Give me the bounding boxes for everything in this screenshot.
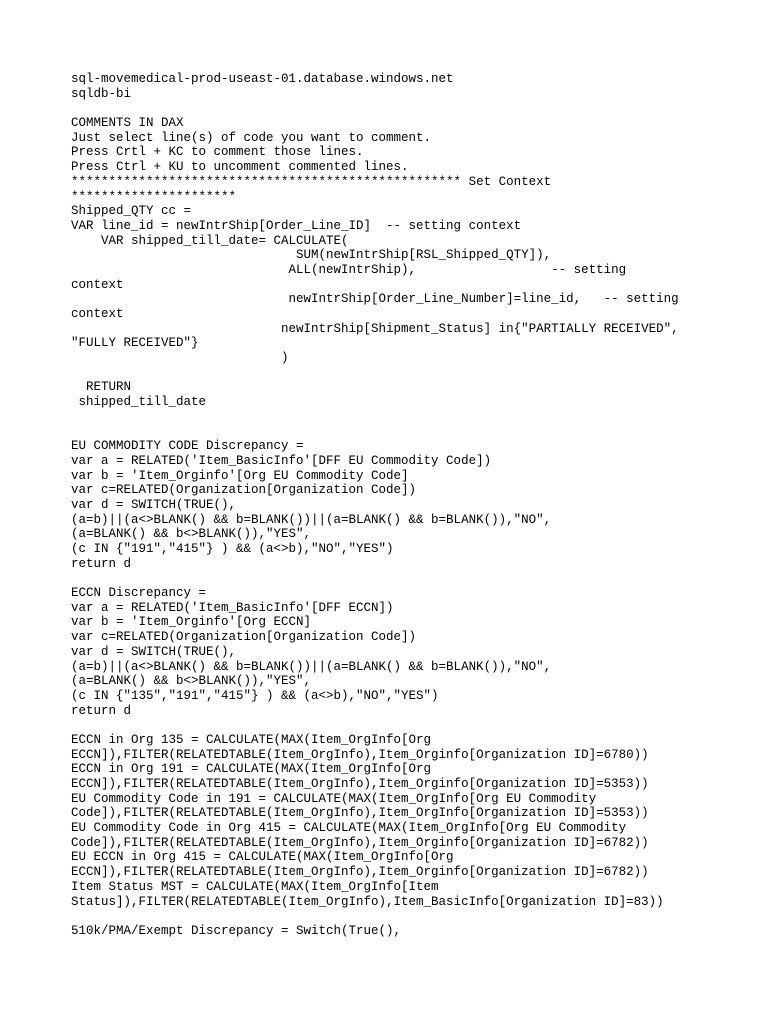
code-line: context	[71, 307, 124, 321]
blank-line	[71, 101, 751, 116]
code-line: Item Status MST = CALCULATE(MAX(Item_OrgInfo[Item	[71, 879, 439, 894]
code-line: ECCN in Org 191 = CALCULATE(MAX(Item_OrgInfo[Org	[71, 762, 432, 777]
blank-line	[71, 425, 751, 440]
code-line: (a=b)||(a<>BLANK() && b=BLANK())||(a=BLANK() && b=BLANK()),"NO",	[71, 512, 552, 527]
code-line: (a=BLANK() && b<>BLANK()),"YES",	[71, 527, 312, 542]
code-line: ECCN Discrepancy =	[71, 586, 207, 601]
code-line: (a=b)||(a<>BLANK() && b=BLANK())||(a=BLANK() && b=BLANK()),"NO",	[71, 659, 552, 674]
code-line: (a=BLANK() && b<>BLANK()),"YES",	[71, 674, 312, 689]
blank-line	[71, 410, 751, 425]
blank-line	[71, 571, 751, 586]
code-line: newIntrShip[Shipment_Status] in{"PARTIALLY RECEIVED",	[71, 321, 679, 336]
code-line: (c IN {"135","191","415"} ) && (a<>b),"NO","YES")	[71, 688, 439, 703]
code-line: var d = SWITCH(TRUE(),	[71, 497, 237, 512]
code-line: Code]),FILTER(RELATEDTABLE(Item_OrgInfo),Item_Orginfo[Organization ID]=6782))	[71, 835, 649, 850]
code-line: var d = SWITCH(TRUE(),	[71, 644, 237, 659]
code-line: Just select line(s) of code you want to comment.	[71, 130, 432, 145]
code-line: ECCN in Org 135 = CALCULATE(MAX(Item_OrgInfo[Org	[71, 732, 432, 747]
code-line: VAR line_id = newIntrShip[Order_Line_ID] -- setting context	[71, 218, 522, 233]
code-line: COMMENTS IN DAX	[71, 116, 184, 131]
code-line: var c=RELATED(Organization[Organization Code])	[71, 483, 417, 498]
code-line: VAR shipped_till_date= CALCULATE(	[71, 233, 349, 248]
code-line: ALL(newIntrShip), -- setting	[71, 262, 627, 277]
code-line: Press Ctrl + KU to uncomment commented lines.	[71, 160, 409, 175]
code-line: var b = 'Item_Orginfo'[Org ECCN]	[71, 615, 312, 630]
code-line: Code]),FILTER(RELATEDTABLE(Item_OrgInfo),Item_OrgInfo[Organization ID]=5353))	[71, 806, 649, 821]
code-line: **************************************************** Set Context	[71, 174, 552, 189]
code-line: var b = 'Item_Orginfo'[Org EU Commodity Code]	[71, 468, 409, 483]
code-line: var c=RELATED(Organization[Organization Code])	[71, 630, 417, 645]
code-line: EU ECCN in Org 415 = CALCULATE(MAX(Item_OrgInfo[Org	[71, 850, 454, 865]
code-line: EU Commodity Code in Org 415 = CALCULATE(MAX(Item_OrgInfo[Org EU Commodity	[71, 821, 627, 836]
code-line: )	[71, 351, 289, 366]
code-line: ECCN]),FILTER(RELATEDTABLE(Item_OrgInfo),Item_Orginfo[Organization ID]=6782))	[71, 865, 649, 880]
document-page	[71, 72, 751, 939]
code-line: Press Crtl + KC to comment those lines.	[71, 145, 364, 160]
code-line: context	[71, 277, 124, 292]
code-line: newIntrShip[Order_Line_Number]=line_id, -- setting	[71, 292, 679, 307]
code-line: SUM(newIntrShip[RSL_Shipped_QTY]),	[71, 248, 552, 263]
blank-line	[71, 366, 751, 381]
code-line: return d	[71, 556, 132, 571]
code-line: EU Commodity Code in 191 = CALCULATE(MAX(Item_OrgInfo[Org EU Commodity	[71, 791, 597, 806]
code-line: shipped_till_date	[71, 395, 207, 410]
code-line: ECCN]),FILTER(RELATEDTABLE(Item_OrgInfo),Item_Orginfo[Organization ID]=5353))	[71, 777, 649, 791]
code-line: **********************	[71, 189, 237, 204]
code-line: Shipped_QTY cc =	[71, 204, 192, 219]
code-line: return d	[71, 703, 132, 718]
code-line: 510k/PMA/Exempt Discrepancy = Switch(True(),	[71, 923, 402, 938]
code-line: "FULLY RECEIVED"}	[71, 336, 199, 351]
code-line: Status]),FILTER(RELATEDTABLE(Item_OrgInfo),Item_BasicInfo[Organization ID]=83))	[71, 894, 664, 909]
code-line: (c IN {"191","415"} ) && (a<>b),"NO","YES")	[71, 542, 394, 556]
code-line: ECCN]),FILTER(RELATEDTABLE(Item_OrgInfo),Item_Orginfo[Organization ID]=6780))	[71, 747, 649, 762]
blank-line	[71, 909, 751, 924]
code-line: var a = RELATED('Item_BasicInfo'[DFF ECCN])	[71, 600, 394, 615]
code-line: EU COMMODITY CODE Discrepancy =	[71, 439, 304, 454]
blank-line	[71, 718, 751, 733]
code-line: sqldb-bi	[71, 86, 132, 101]
code-line: sql-movemedical-prod-useast-01.database.windows.net	[71, 72, 454, 86]
code-line: var a = RELATED('Item_BasicInfo'[DFF EU Commodity Code])	[71, 453, 492, 468]
code-line: RETURN	[71, 380, 132, 395]
